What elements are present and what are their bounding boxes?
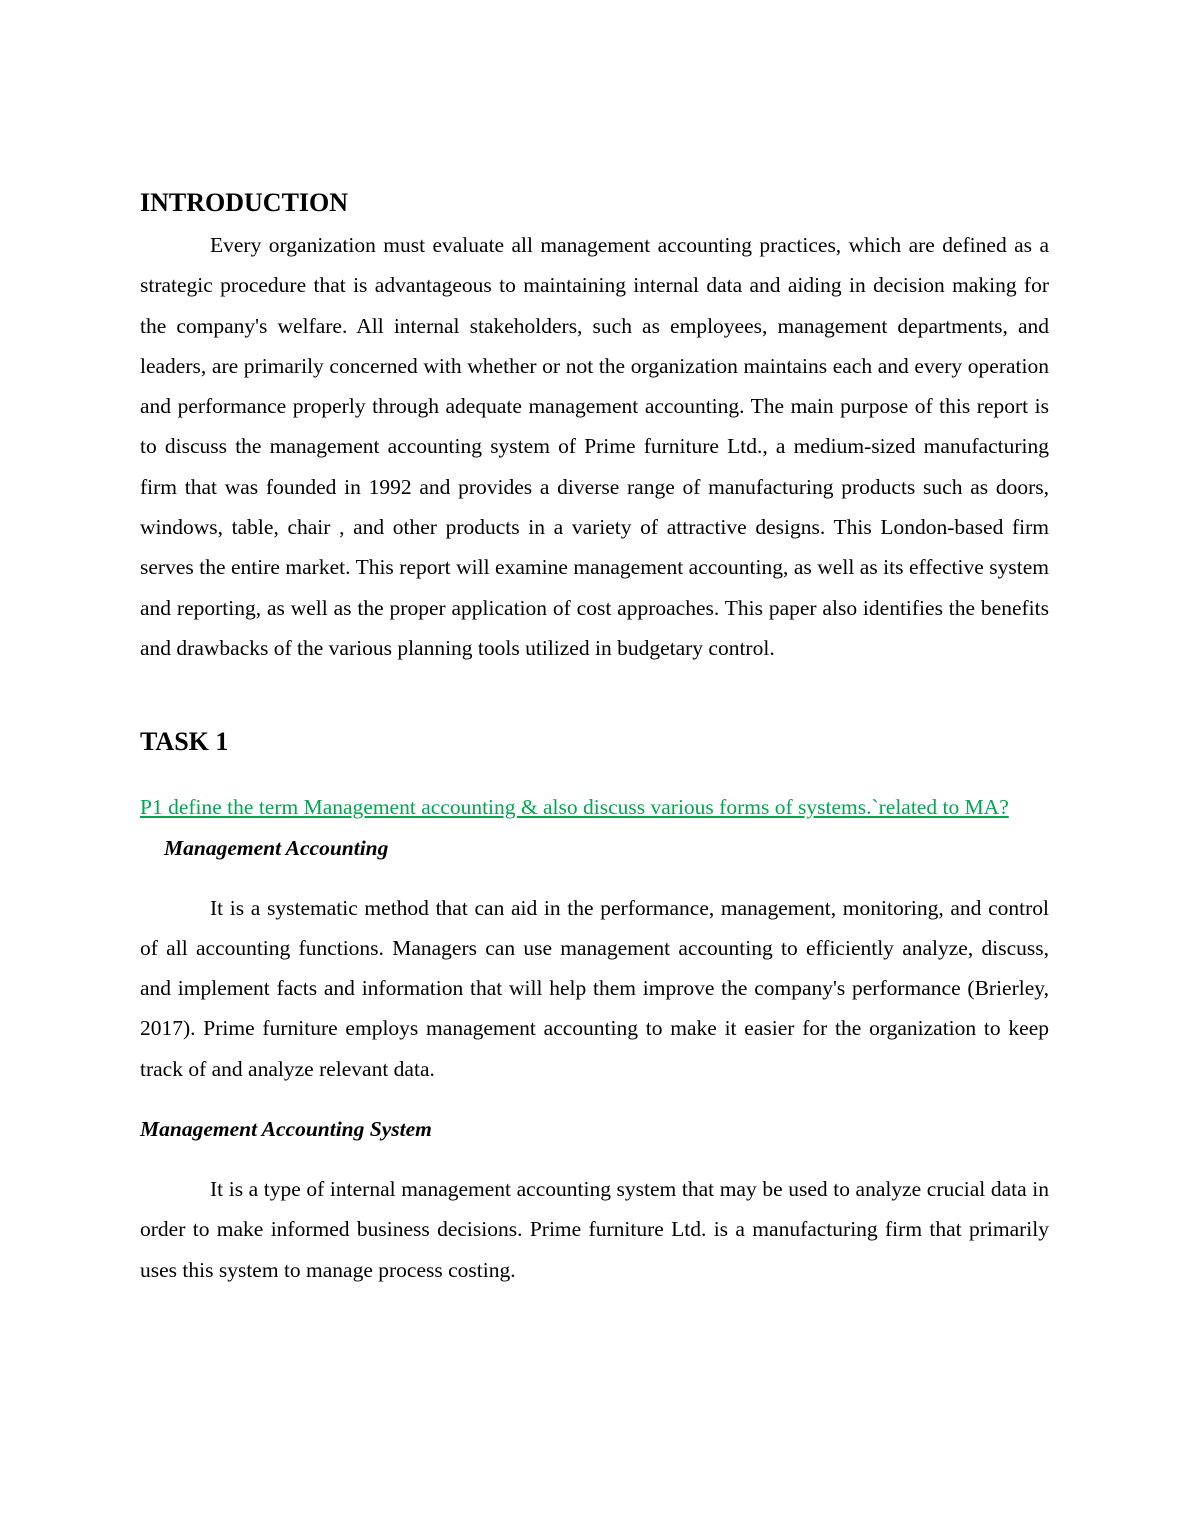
management-accounting-system-subheading: Management Accounting System xyxy=(140,1117,432,1142)
document-page xyxy=(140,185,1049,1290)
introduction-paragraph: Every organization must evaluate all management accounting practices, which are defined as a strategic procedure that is advantageous to maintaining internal data and aiding in decision making for the company's welfare. All internal stakeholders, such as employees, management departments, and leaders, are primarily concerned with whether or not the organization maintains each and every operation and performance properly through adequate management accounting. The main purpose of this report is to discuss the management accounting system of Prime furniture Ltd., a medium-sized manufacturing firm that was founded in 1992 and provides a diverse range of manufacturing products such as doors, windows, table, chair , and other products in a variety of attractive designs. This London-based firm serves the entire market. This report will examine management accounting, as well as its effective system and reporting, as well as the proper application of cost approaches. This paper also identifies the benefits and drawbacks of the various planning tools utilized in budgetary control. xyxy=(140,233,1049,660)
task1-question: P1 define the term Management accounting & also discuss various forms of systems.`related to MA? xyxy=(140,795,1009,820)
management-accounting-paragraph: It is a systematic method that can aid in the performance, management, monitoring, and control of all accounting functions. Managers can use management accounting to efficiently analyze, discuss, and implement facts and information that will help them improve the company's performance (Brierley, 2017). Prime furniture employs management accounting to make it easier for the organization to keep track of and analyze relevant data. xyxy=(140,895,1049,1081)
management-accounting-system-paragraph: It is a type of internal management accounting system that may be used to analyze crucial data in order to make informed business decisions. Prime furniture Ltd. is a manufacturing firm that primarily uses this system to manage process costing. xyxy=(140,1177,1049,1282)
task1-heading: TASK 1 xyxy=(140,727,229,757)
introduction-heading: INTRODUCTION xyxy=(140,188,349,217)
management-accounting-subheading: Management Accounting xyxy=(164,835,389,860)
